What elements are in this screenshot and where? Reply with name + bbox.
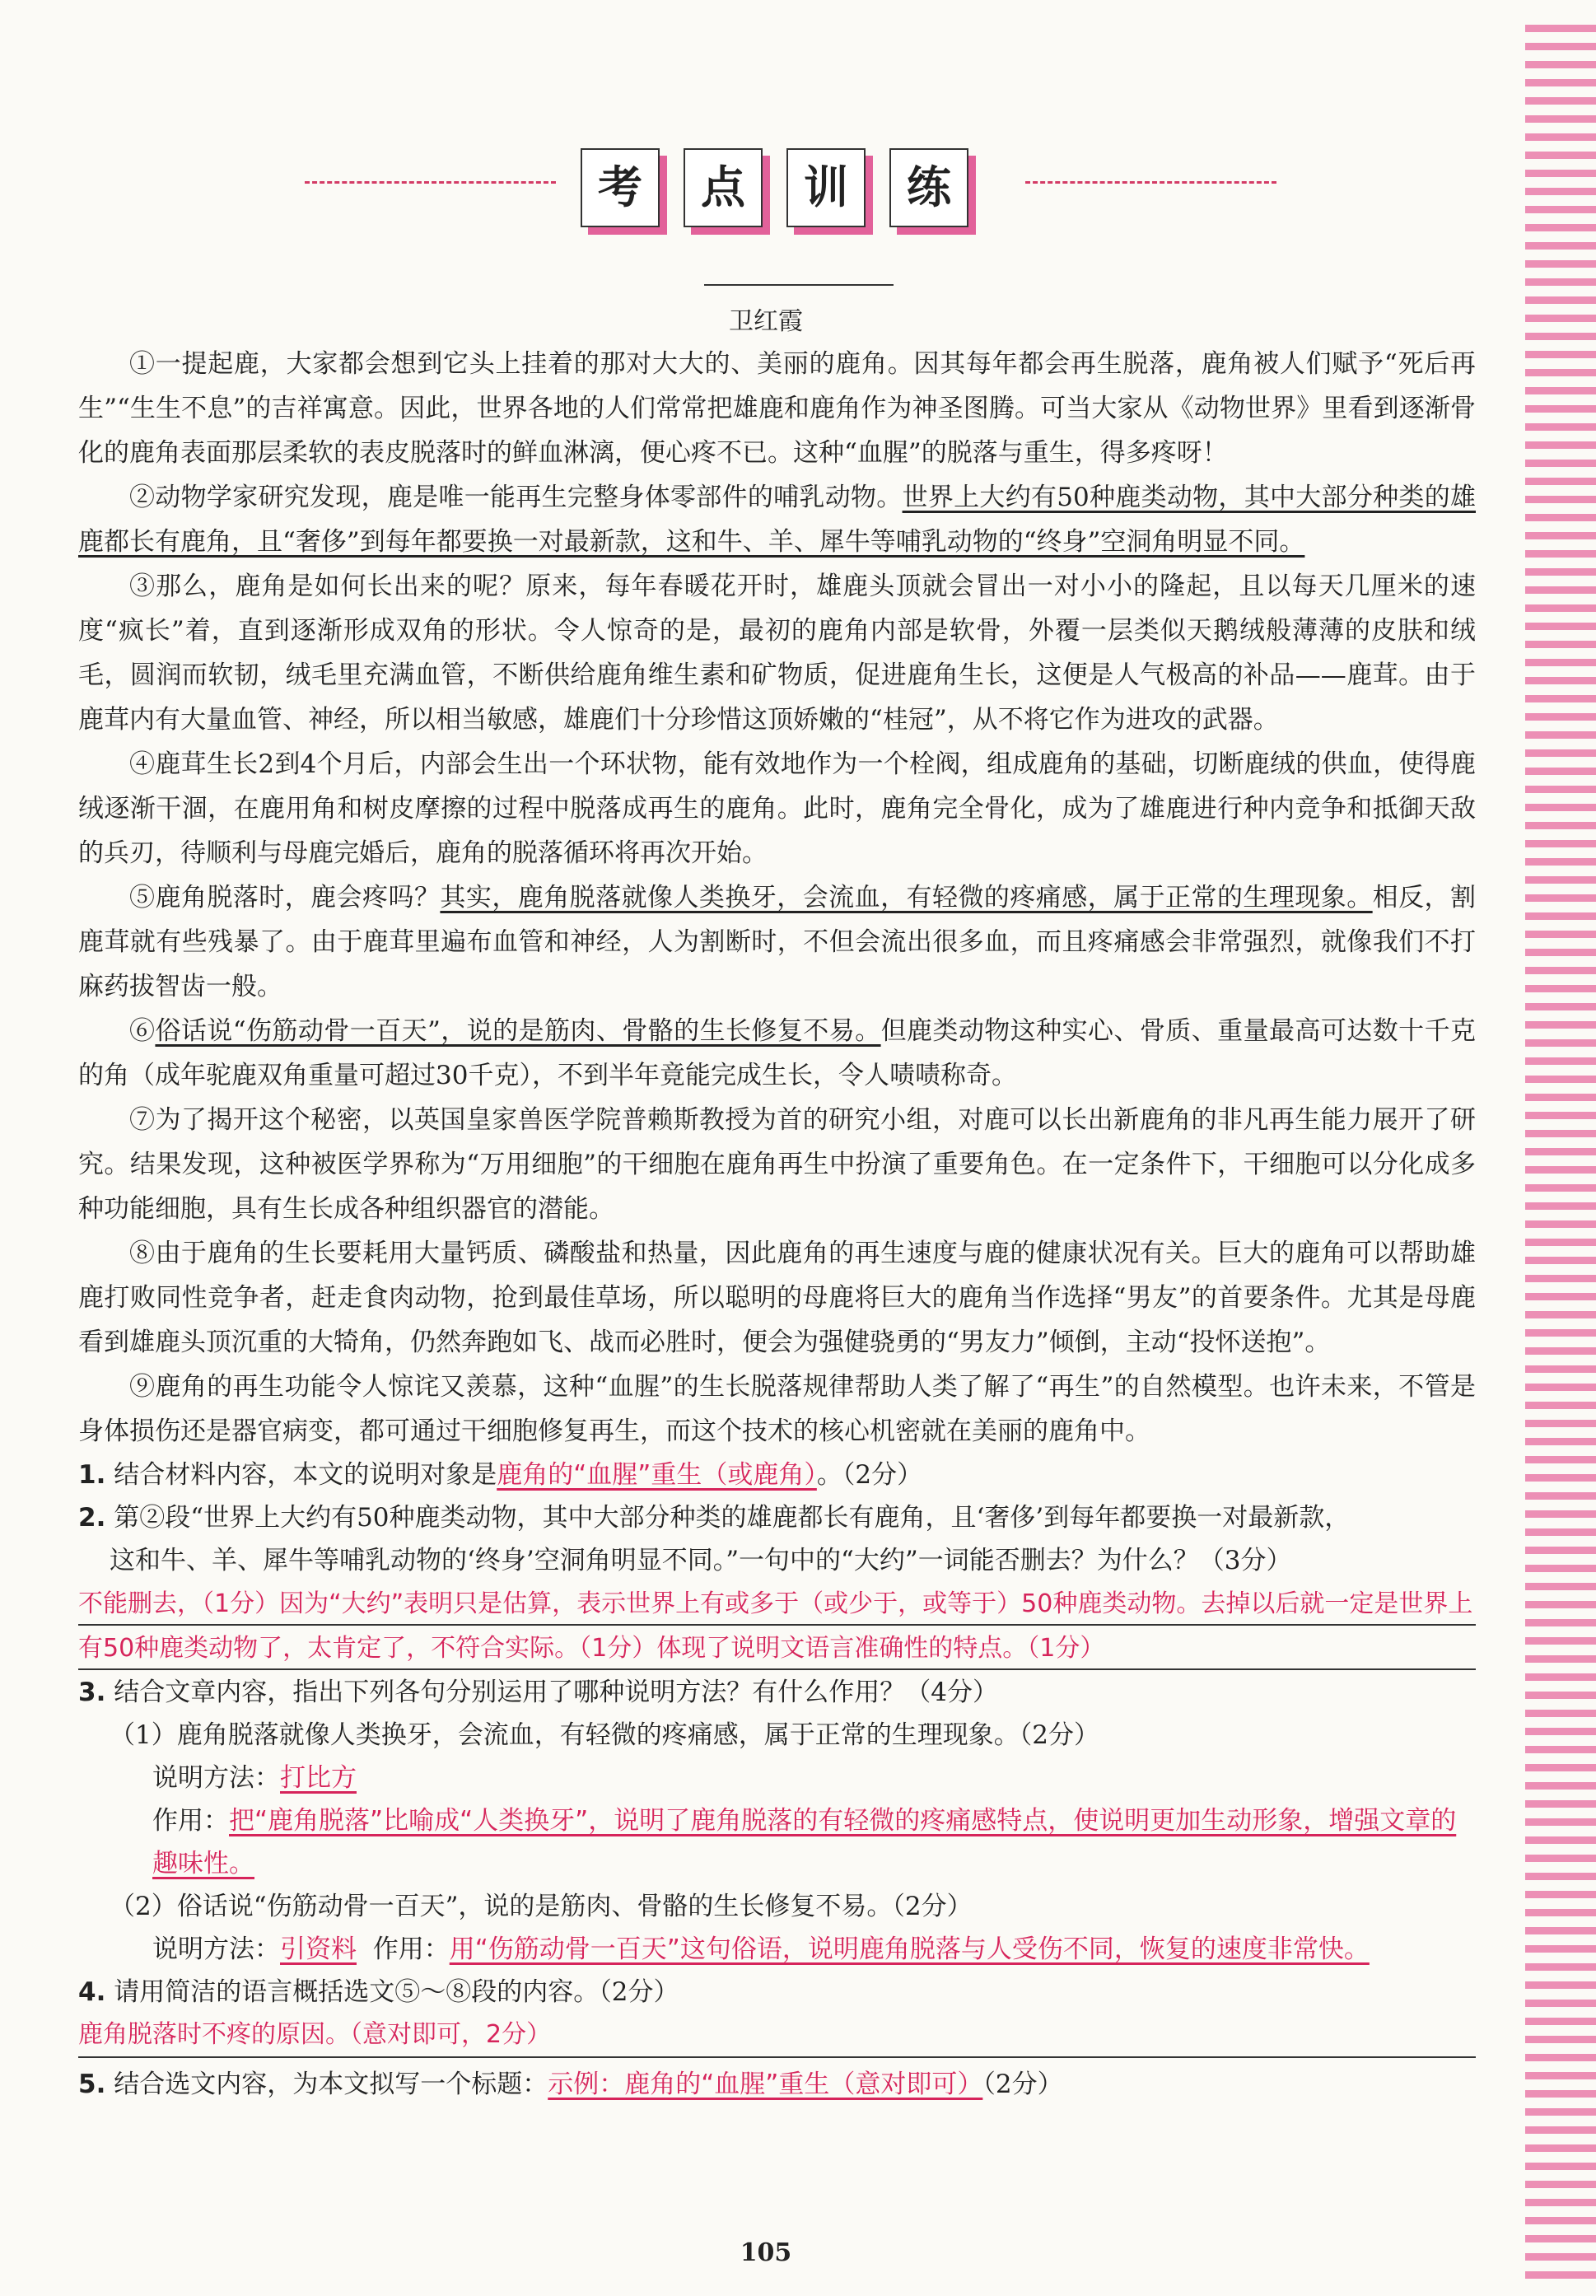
question-2 [78, 1496, 1476, 1539]
question-text: 结合文章内容，指出下列各句分别运用了哪种说明方法？有什么作用？（4分） [114, 1678, 998, 1707]
answer: 示例：鹿角的“血腥”重生（意对即可） [548, 2070, 983, 2099]
header-char: 练 [889, 148, 968, 227]
question-number: 5. [78, 2070, 106, 2099]
answer: 打比方 [280, 1763, 357, 1793]
answer: 用“伤筋动骨一百天”这句俗语，说明鹿角脱落与人受伤不同，恢复的速度非常快。 [449, 1934, 1370, 1964]
paragraph-6-underlined: 俗话说“伤筋动骨一百天”，说的是筋肉、骨骼的生长修复不易。 [155, 1016, 881, 1046]
question-3-item-1: （1）鹿角脱落就像人类换牙，会流血，有轻微的疼痛感，属于正常的生理现象。（2分） [110, 1720, 1099, 1750]
question-3 [78, 1671, 1476, 1714]
paragraph-5 [78, 875, 1476, 1009]
question-3-item-2: （2）俗话说“伤筋动骨一百天”，说的是筋肉、骨骼的生长修复不易。（2分） [110, 1892, 973, 1921]
score: 。（2分） [816, 1460, 923, 1490]
paragraph-2 [78, 475, 1476, 564]
question-text: 结合材料内容，本文的说明对象是 [114, 1460, 497, 1490]
question-4 [78, 1971, 1476, 2014]
question-text: 请用简洁的语言概括选文⑤～⑧段的内容。（2分） [114, 1977, 679, 2007]
method-label: 说明方法： [152, 1934, 280, 1964]
answer-4: 鹿角脱落时不疼的原因。（意对即可，2分） [78, 2014, 1476, 2058]
question-number: 2. [78, 1503, 106, 1533]
paragraph-1: ①一提起鹿，大家都会想到它头上挂着的那对大大的、美丽的鹿角。因其每年都会再生脱落，鹿角被人们赋予“死后再生”“生生不息”的吉祥寓意。因此，世界各地的人们常常把雄鹿和鹿角作为神圣图腾。可当大家从《动物世界》里看到逐渐骨化的鹿角表面那层柔软的表皮脱落时的鲜血淋漓，便心疼不已。这种“血腥”的脱落与重生，得多疼呀！ [78, 349, 1476, 468]
section-header [305, 148, 1276, 231]
paragraph-6-num: ⑥ [129, 1016, 156, 1046]
paragraph-6 [78, 1009, 1476, 1098]
header-dash-right [1025, 181, 1276, 184]
header-char: 训 [786, 148, 866, 227]
question-text: 结合选文内容，为本文拟写一个标题： [114, 2070, 548, 2099]
answer: 鹿角的“血腥”重生（或鹿角） [497, 1460, 817, 1490]
effect-label: 作用： [372, 1934, 450, 1964]
header-dash-left [305, 181, 556, 184]
question-5 [78, 2063, 1476, 2106]
paragraph-6-rest: 但鹿类动物这种实心、骨质、重量最高可达数十千克的角（成年驼鹿双角重量可超过30千克），不到半年竟能完成生长，令人啧啧称奇。 [78, 1016, 1477, 1090]
paragraph-7: ⑦为了揭开这个秘密，以英国皇家兽医学院普赖斯教授为首的研究小组，对鹿可以长出新鹿角的非凡再生能力展开了研究。结果发现，这种被医学界称为“万用细胞”的干细胞在鹿角再生中扮演了重要角色。在一定条件下，干细胞可以分化成多种功能细胞，具有生长成各种组织器官的潜能。 [78, 1105, 1476, 1224]
title-blank-line [704, 284, 894, 286]
question-number: 4. [78, 1977, 106, 2007]
paragraph-5-text: ⑤鹿角脱落时，鹿会疼吗？ [129, 883, 441, 912]
paragraph-2-underlined: 世界上大约有50种鹿类动物，其中大部分种类的雄鹿都长有鹿角，且“奢侈”到每年都要换一对最新款，这和牛、羊、犀牛等哺乳动物的“终身”空洞角明显不同。 [78, 483, 1476, 557]
paragraph-8: ⑧由于鹿角的生长要耗用大量钙质、磷酸盐和热量，因此鹿角的再生速度与鹿的健康状况有关。巨大的鹿角可以帮助雄鹿打败同性竞争者，赶走食肉动物，抢到最佳草场，所以聪明的母鹿将巨大的鹿角当作选择“男友”的首要条件。尤其是母鹿看到雄鹿头顶沉重的大犄角，仍然奔跑如飞、战而必胜时，便会为强健骁勇的“男友力”倾倒，主动“投怀送抱”。 [78, 1239, 1476, 1357]
page-number: 105 [740, 2238, 792, 2267]
question-number: 1. [78, 1460, 106, 1490]
header-char: 点 [684, 148, 763, 227]
question-2-cont: 这和牛、羊、犀牛等哺乳动物的‘终身’空洞角明显不同。”一句中的“大约”一词能否删去？为什么？（3分） [110, 1546, 1292, 1575]
paragraph-2-text: ②动物学家研究发现，鹿是唯一能再生完整身体零部件的哺乳动物。 [129, 483, 903, 512]
paragraph-9: ⑨鹿角的再生功能令人惊诧又羡慕，这种“血腥”的生长脱落规律帮助人类了解了“再生”的自然模型。也许未来，不管是身体损伤还是器官病变，都可通过干细胞修复再生，而这个技术的核心机密就在美丽的鹿角中。 [78, 1372, 1476, 1446]
question-3-answer-2 [78, 1928, 1476, 1971]
effect-label: 作用： [152, 1806, 229, 1836]
question-1 [78, 1454, 1476, 1496]
article-body [78, 342, 1476, 2106]
answer: 引资料 [280, 1934, 357, 1964]
answer-2: 不能删去，（1分）因为“大约”表明只是估算，表示世界上有或多于（或少于，或等于）50种鹿类动物。去掉以后就一定是世界上有50种鹿类动物了，太肯定了，不符合实际。（1分）体现了说明文语言准确性的特点。（1分） [78, 1582, 1476, 1671]
answer: 把“鹿角脱落”比喻成“人类换牙”，说明了鹿角脱落的有轻微的疼痛感特点，使说明更加生动形象，增强文章的趣味性。 [152, 1806, 1457, 1878]
question-text: 第②段“世界上大约有50种鹿类动物，其中大部分种类的雄鹿都长有鹿角，且‘奢侈’到每年都要换一对最新款， [114, 1503, 1351, 1533]
header-char: 考 [581, 148, 660, 227]
paragraph-5-rest: 相反，割鹿茸就有些残暴了。由于鹿茸里遍布血管和神经，人为割断时，不但会流出很多血，而且疼痛感会非常强烈，就像我们不打麻药拔智齿一般。 [78, 883, 1477, 1001]
author: 卫红霞 [729, 307, 803, 336]
question-3-effect-1 [78, 1799, 1476, 1885]
question-number: 3. [78, 1678, 106, 1707]
paragraph-5-underlined: 其实，鹿角脱落就像人类换牙，会流血，有轻微的疼痛感，属于正常的生理现象。 [440, 883, 1373, 912]
question-3-method-1 [78, 1757, 1476, 1799]
method-label: 说明方法： [152, 1763, 280, 1793]
score: （2分） [982, 2070, 1063, 2099]
margin-stripe [1525, 25, 1596, 2281]
paragraph-4: ④鹿茸生长2到4个月后，内部会生出一个环状物，能有效地作为一个栓阀，组成鹿角的基础，切断鹿绒的供血，使得鹿绒逐渐干涸，在鹿用角和树皮摩擦的过程中脱落成再生的鹿角。此时，鹿角完全骨化，成为了雄鹿进行种内竞争和抵御天敌的兵刃，待顺利与母鹿完婚后，鹿角的脱落循环将再次开始。 [78, 749, 1476, 868]
paragraph-3: ③那么，鹿角是如何长出来的呢？原来，每年春暖花开时，雄鹿头顶就会冒出一对小小的隆起，且以每天几厘米的速度“疯长”着，直到逐渐形成双角的形状。令人惊奇的是，最初的鹿角内部是软骨，外覆一层类似天鹅绒般薄薄的皮肤和绒毛，圆润而软韧，绒毛里充满血管，不断供给鹿角维生素和矿物质，促进鹿角生长，这便是人气极高的补品——鹿茸。由于鹿茸内有大量血管、神经，所以相当敏感，雄鹿们十分珍惜这顶娇嫩的“桂冠”，从不将它作为进攻的武器。 [78, 572, 1476, 735]
